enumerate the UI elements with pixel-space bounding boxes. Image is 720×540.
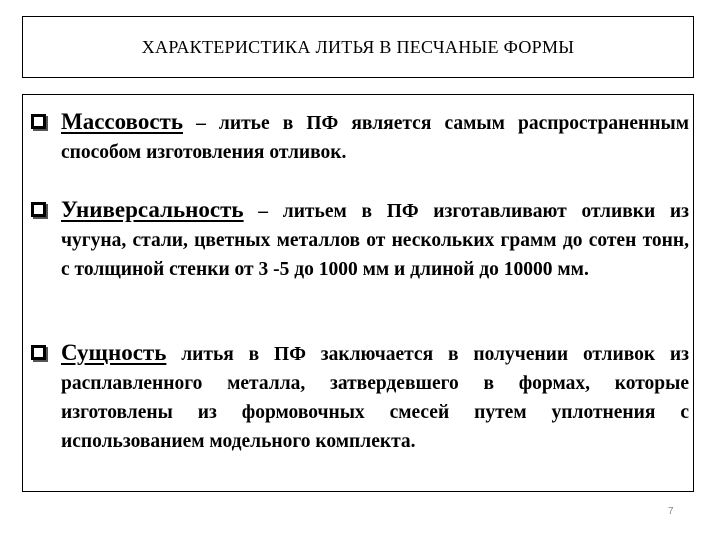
term-description: – литье в ПФ является самым распространенным способом изготовления отливок. — [61, 113, 689, 163]
page-number: 7 — [668, 506, 674, 517]
list-item-essence — [31, 338, 689, 456]
slide-title: ХАРАКТЕРИСТИКА ЛИТЬЯ В ПЕСЧАНЫЕ ФОРМЫ — [141, 36, 575, 57]
list-item-body — [61, 338, 689, 456]
content-frame — [22, 94, 694, 492]
hollow-square-bullet-icon — [31, 202, 46, 217]
list-item-mass-production — [31, 107, 689, 167]
list-item-body — [61, 195, 689, 284]
term-label: Массовость — [61, 109, 183, 134]
hollow-square-bullet-icon — [31, 114, 46, 129]
title-frame — [22, 16, 694, 78]
term-label: Универсальность — [61, 197, 244, 222]
list-item-versatility — [31, 195, 689, 284]
term-description: – литьем в ПФ изготавливают отливки из чугуна, стали, цветных металлов от нескольких грамм до сотен тонн, с толщиной стенки от 3 -5 до 1000 мм и длиной до 10000 мм. — [61, 201, 689, 280]
term-label: Сущность — [61, 340, 167, 365]
hollow-square-bullet-icon — [31, 345, 46, 360]
list-item-body — [61, 107, 689, 167]
term-description: литья в ПФ заключается в получении отливок из расплавленного металла, затвердевшего в формах, которые изготовлены из формовочных смесей путем уплотнения с использованием модельного комплекта. — [61, 344, 689, 452]
